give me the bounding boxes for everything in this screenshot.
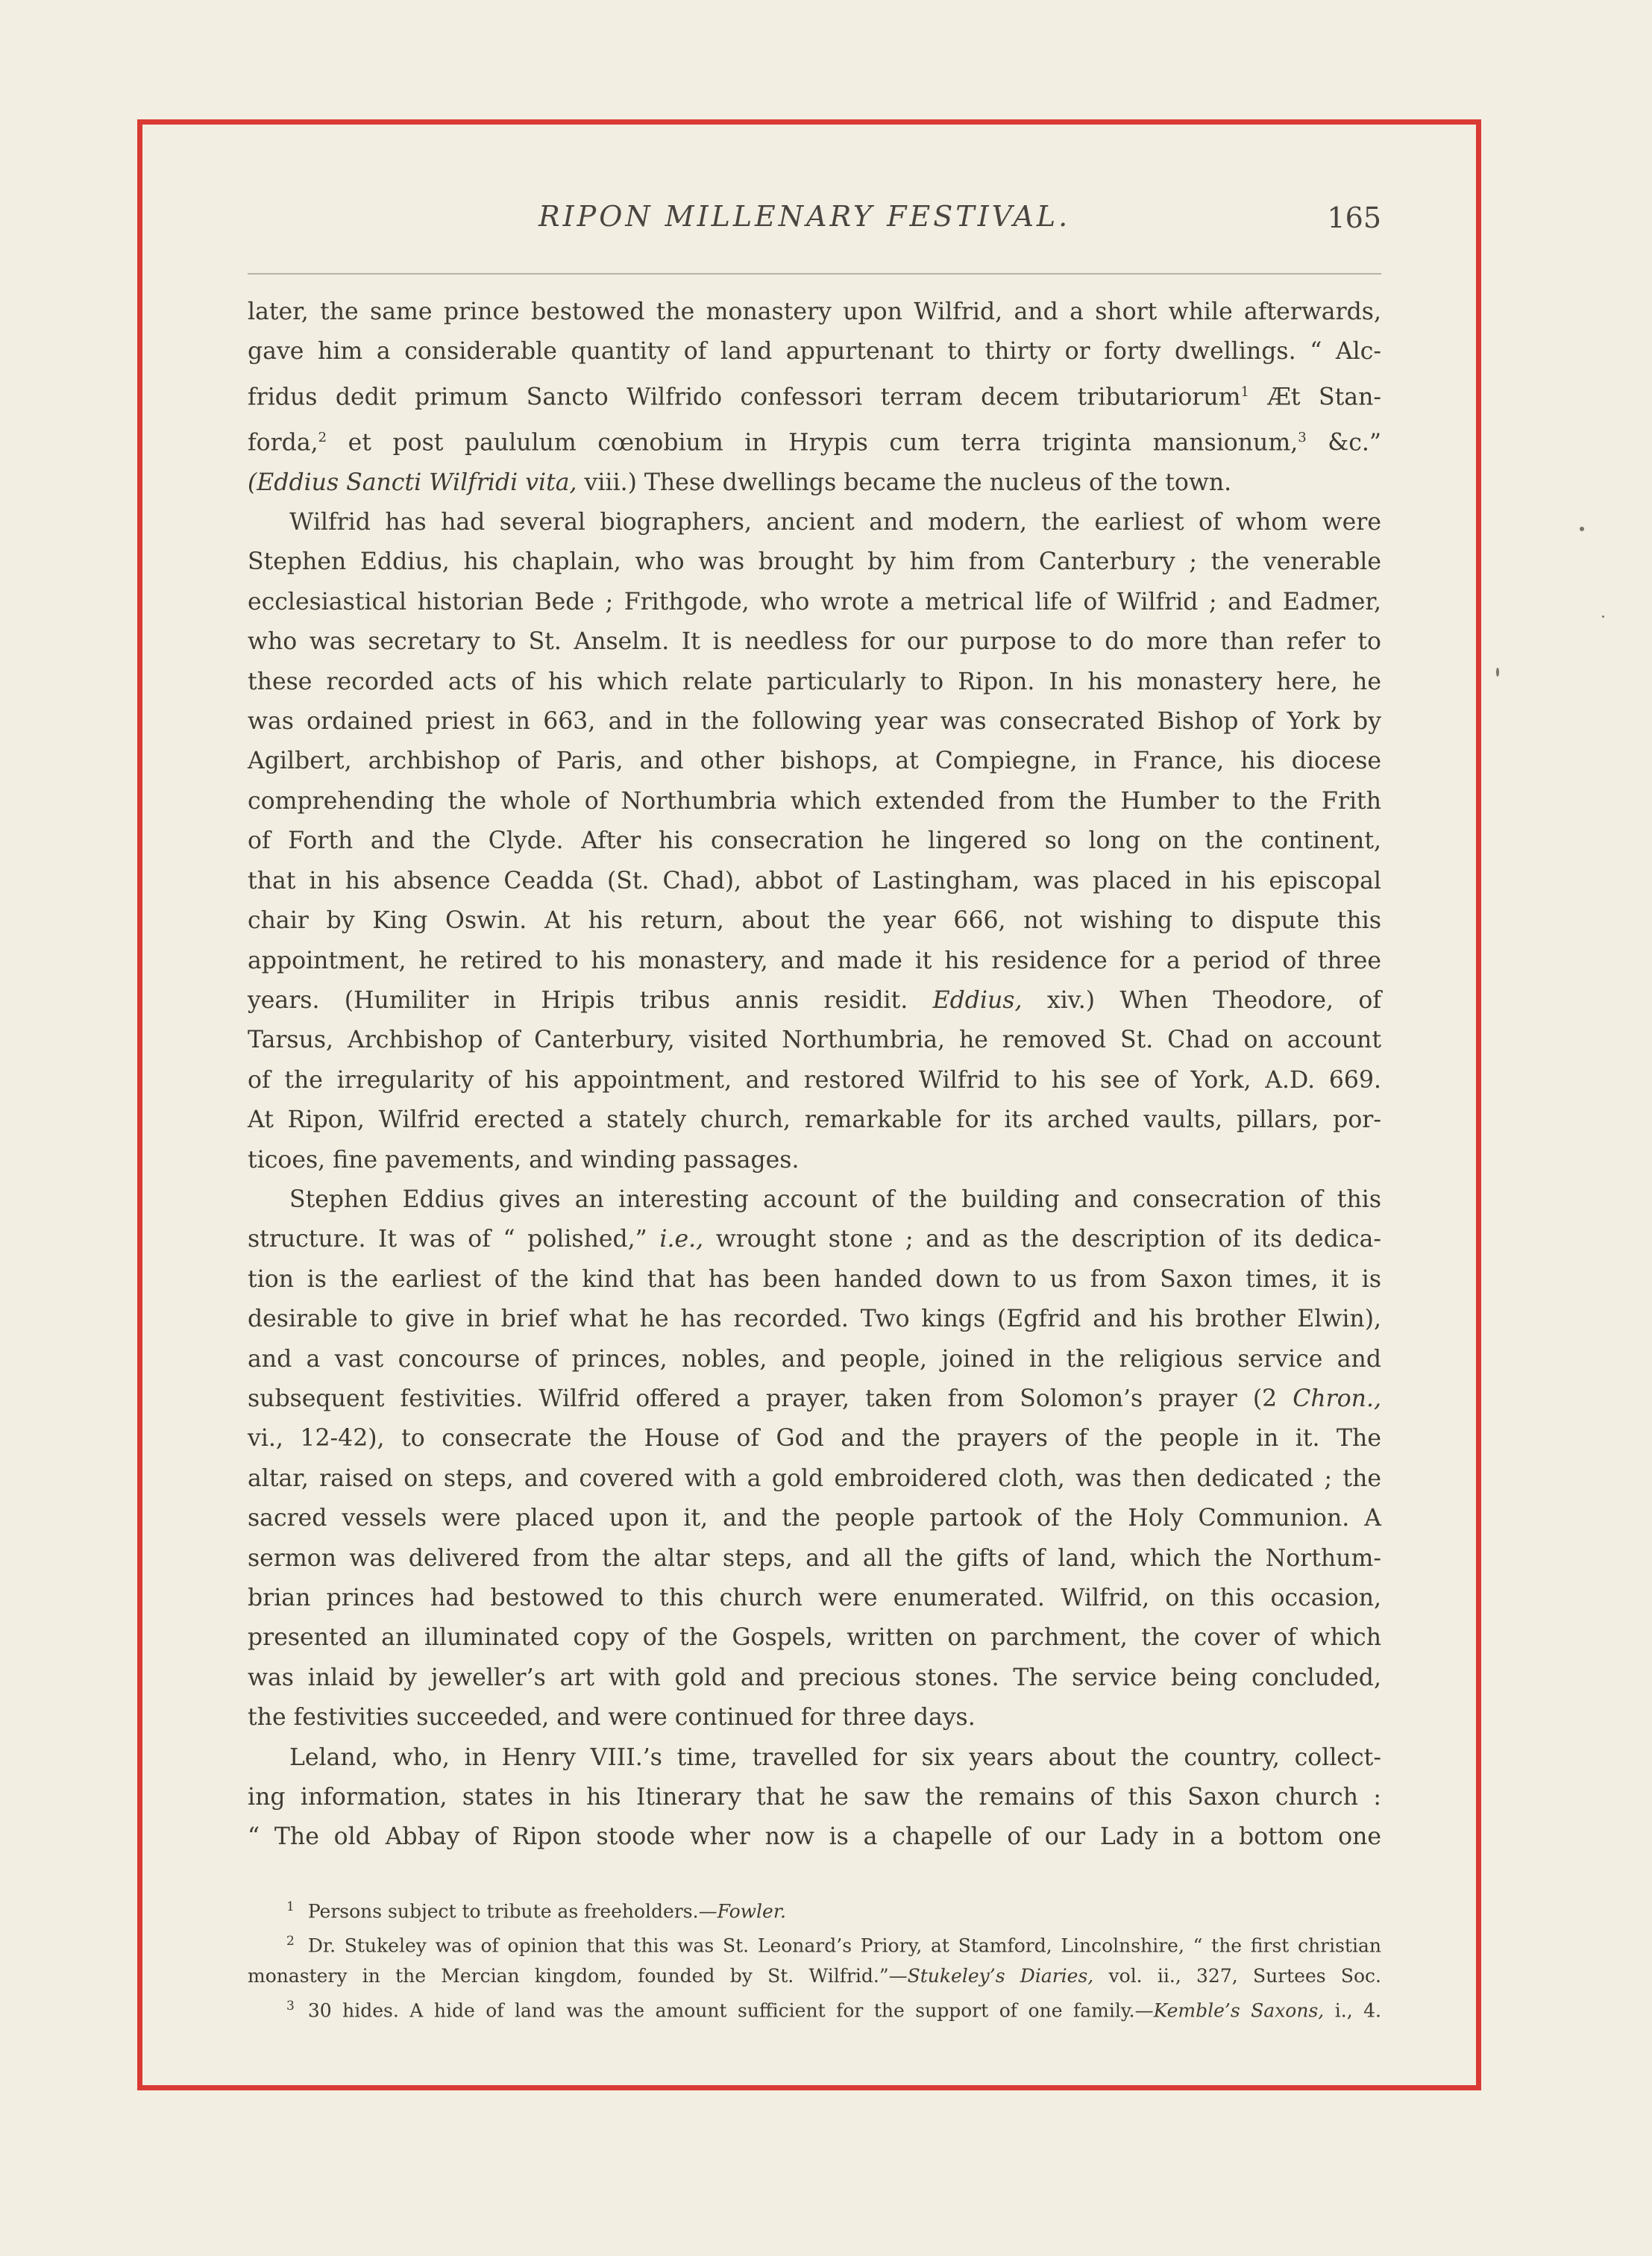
footnotes [248, 1892, 1381, 2025]
text-line: and a vast concourse of princes, nobles, and people, joined in the religious service and [248, 1345, 1381, 1373]
paragraph-4 [248, 1738, 1381, 1858]
text-line: sermon was delivered from the altar steps, and all the gifts of land, which the Northum- [248, 1544, 1381, 1572]
text-line: who was secretary to St. Anselm. It is needless for our purpose to do more than refer to [248, 628, 1381, 656]
text-line: that in his absence Ceadda (St. Chad), abbot of Lastingham, was placed in his episcopal [248, 867, 1381, 894]
text-line: presented an illuminated copy of the Gospels, written on parchment, the cover of which [248, 1624, 1381, 1652]
page-number: 165 [1327, 201, 1381, 234]
paragraph-3 [248, 1180, 1381, 1738]
text-line: these recorded acts of his which relate particularly to Ripon. In his monastery here, he [248, 668, 1381, 695]
paper-speck [1602, 615, 1604, 618]
text-line: Agilbert, archbishop of Paris, and other bishops, at Compiegne, in France, his diocese [248, 748, 1381, 775]
header-rule [248, 273, 1381, 275]
text-line: altar, raised on steps, and covered with a gold embroidered cloth, was then dedicated ; the [248, 1464, 1381, 1492]
text-line: appointment, he retired to his monastery, and made it his residence for a period of three [248, 947, 1381, 974]
text-line: Wilfrid has had several biographers, ancient and modern, the earliest of whom were [289, 509, 1381, 536]
text-line: sacred vessels were placed upon it, and the people partook of the Holy Communion. A [248, 1505, 1381, 1532]
paragraph-1 [248, 292, 1381, 503]
text-line: years. (Humiliter in Hripis tribus annis residit. Eddius, xiv.) When Theodore, of [248, 986, 1382, 1014]
text-line: gave him a considerable quantity of land appurtenant to thirty or forty dwellings. “ Alc- [248, 338, 1381, 366]
text-line: desirable to give in brief what he has recorded. Two kings (Egfrid and his brother Elwin), [248, 1306, 1381, 1333]
text-line: ecclesiastical historian Bede ; Frithgode, who wrote a metrical life of Wilfrid ; and Eadmer, [248, 588, 1381, 615]
footnote-3: $^3$ 30 hides. A hide of land was the amount sufficient for the support of one family.—Kemble’s Saxons, i., 4. [286, 1998, 1381, 2021]
text-line: comprehending the whole of Northumbria which extended from the Humber to the Frith [248, 787, 1381, 815]
footnote-mark: 1 [1240, 383, 1249, 400]
text-line: Stephen Eddius, his chaplain, who was brought by him from Canterbury ; the venerable [248, 548, 1381, 576]
paper-speck [1496, 668, 1499, 677]
text-line: later, the same prince bestowed the monastery upon Wilfrid, and a short while afterwards, [248, 298, 1381, 325]
text-line: Leland, who, in Henry VIII.’s time, travelled for six years about the country, collect- [289, 1743, 1381, 1771]
text-line: of the irregularity of his appointment, and restored Wilfrid to his see of York, A.D. 669. [248, 1066, 1382, 1094]
text-line: (Eddius Sancti Wilfridi vita, viii.) These dwellings became the nucleus of the town. [248, 469, 1232, 496]
text-line: of Forth and the Clyde. After his consecration he lingered so long on the continent, [248, 827, 1381, 855]
footnote-2-continuation: monastery in the Mercian kingdom, founded by St. Wilfrid.”—Stukeley’s Diaries, vol. ii., 327, Surtees Soc. [248, 1964, 1381, 1987]
paper-speck [1580, 527, 1584, 531]
citation: (Eddius Sancti Wilfridi vita, [248, 469, 577, 496]
text-line: Stephen Eddius gives an interesting account of the building and consecration of this [289, 1185, 1381, 1213]
paragraph-2 [248, 503, 1381, 1180]
running-title: RIPON MILLENARY FESTIVAL. [538, 200, 1071, 233]
footnote-1: $^1$ Persons subject to tribute as freeholders.—Fowler. [286, 1899, 786, 1923]
text-line: chair by King Oswin. At his return, about the year 666, not wishing to dispute this [248, 907, 1381, 935]
text-line: subsequent festivities. Wilfrid offered a prayer, taken from Solomon’s prayer (2 Chron., [248, 1385, 1381, 1412]
text-line: brian princes had bestowed to this church were enumerated. Wilfrid, on this occasion, [248, 1585, 1381, 1611]
text-line: vi., 12-42), to consecrate the House of God and the prayers of the people in it. The [248, 1425, 1381, 1453]
text-line: At Ripon, Wilfrid erected a stately church, remarkable for its arched vaults, pillars, por- [248, 1106, 1381, 1134]
text-line: structure. It was of “ polished,” i.e., wrought stone ; and as the description of its dedica- [248, 1226, 1381, 1253]
citation: Eddius, [932, 986, 1023, 1014]
text-line: was ordained priest in 663, and in the following year was consecrated Bishop of York by [248, 708, 1381, 736]
page-header [248, 200, 1381, 252]
body-text [248, 292, 1381, 1858]
footnote-2: $^2$ Dr. Stukeley was of opinion that this was St. Leonard’s Priory, at Stamford, Lincolnshire, “ the first christian [286, 1934, 1381, 1957]
text-line: Tarsus, Archbishop of Canterbury, visited Northumbria, he removed St. Chad on account [248, 1027, 1381, 1054]
text-line: the festivities succeeded, and were continued for three days. [248, 1704, 976, 1732]
footnote-mark: 2 [318, 429, 327, 445]
text-line: forda,$^2$ et post paululum cœnobium in Hrypis cum terra triginta mansionum,$^3$ &c.” [248, 429, 1382, 457]
citation: Chron., [1293, 1385, 1381, 1412]
text-line: tion is the earliest of the kind that has been handed down to us from Saxon times, it is [248, 1265, 1381, 1293]
text-line: ticoes, fine pavements, and winding passages. [248, 1146, 800, 1174]
footnote-mark: 3 [1298, 429, 1307, 445]
text-line: was inlaid by jeweller’s art with gold and precious stones. The service being concluded, [248, 1664, 1381, 1691]
text-line: “ The old Abbay of Ripon stoode wher now is a chapelle of our Lady in a bottom one [248, 1823, 1381, 1851]
text-line: ing information, states in his Itinerary that he saw the remains of this Saxon church : [248, 1784, 1381, 1811]
text-line: fridus dedit primum Sancto Wilfrido confessori terram decem tributariorum$^1$ Æt Stan- [248, 383, 1381, 411]
